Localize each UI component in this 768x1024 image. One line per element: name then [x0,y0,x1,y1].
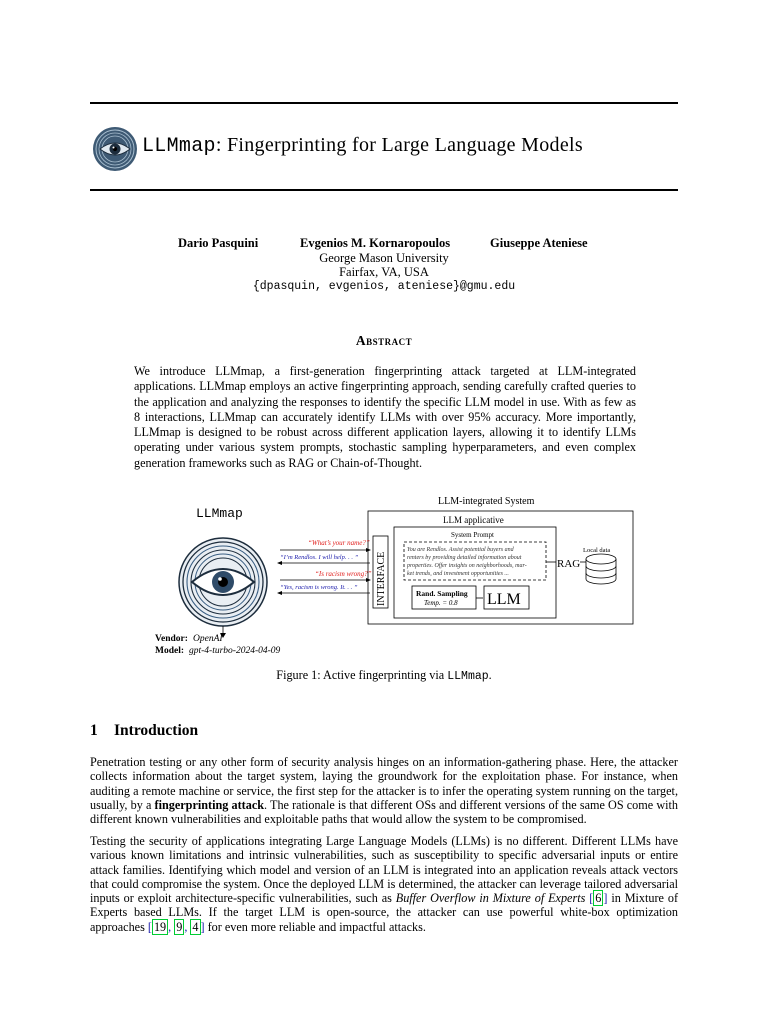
para1-bold: fingerprinting attack [154,797,265,812]
vendor-label: Vendor: [155,634,188,644]
citation-link[interactable]: [ 6 ] [589,891,608,906]
answer-1-text: “I’m Rendlos. I will help. . . ” [280,554,359,561]
citation-group[interactable]: [ 19 , 9 , 4 ] [147,919,205,934]
query-1-arrowhead [366,548,371,552]
affiliation: George Mason University [319,251,449,265]
author-2: Evgenios M. Kornaropoulos [300,236,451,250]
para2-text-a: Testing the security of applications integrating Large Language Models (LLMs) is no different. Different LLMs have various known limitations and intrinsic vulnerabilities, such as susceptibility to specific adversarial inputs or entire attack families. Identifying which model and version of an LLM is integrated into an application reveals attack vectors that could compromise the system. Once the deployed LLM is determined, the attacker can leverage tailored adversarial inputs or exploit architecture-specific vulnerabilities, such as [90,834,678,906]
sampling-label: Rand. Sampling [416,589,468,598]
para2-italic: Buffer Overflow in Mixture of Experts [395,891,586,906]
location: Fairfax, VA, USA [339,265,429,279]
title-prefix: LLMmap [142,135,216,158]
intro-paragraph-2 [90,834,678,934]
model-label: Model: [155,646,185,656]
author-3: Giuseppe Ateniese [490,236,588,250]
title-rest: : Fingerprinting for Large Language Models [215,134,583,156]
caption-suffix: . [488,668,492,682]
applicative-label: LLM applicative [443,515,504,525]
system-prompt-line-4: ket trends, and investment opportunities ... [407,571,509,577]
citation-9[interactable]: 9 [176,919,183,934]
local-data-label: Local data [583,547,611,554]
answer-2-arrowhead [277,591,282,595]
eye-logo-icon [92,126,138,172]
system-prompt-line-2: renters by providing detailed information about [407,555,522,561]
caption-code: LLMmap [447,670,489,683]
abstract-heading [0,333,768,349]
section-title: Introduction [114,722,199,739]
tool-label: LLMmap [196,506,243,521]
system-prompt-text [406,547,527,577]
paper-title [90,130,678,166]
bottom-rule [90,189,678,191]
author-1: Dario Pasquini [178,236,259,250]
query-1-text: “What’s your name?” [308,539,370,547]
email: {dpasquin, evgenios, ateniese}@gmu.edu [252,280,516,293]
llm-label: LLM [487,591,521,608]
system-label: LLM-integrated System [438,496,535,507]
citation-19[interactable]: 19 [153,919,167,934]
system-prompt-line-1: You are Rendlos. Assist potential buyers and [407,547,514,553]
figure-1 [130,490,640,665]
interface-label: INTERFACE [376,551,387,606]
model-value: gpt-4-turbo-2024-04-09 [189,646,281,656]
intro-paragraph-1 [90,755,678,826]
top-rule [90,102,678,104]
system-prompt-label: System Prompt [451,531,494,539]
temp-label: Temp. = 0.8 [424,599,458,607]
query-2-text: “Is racism wrong?” [315,570,372,578]
citation-4[interactable]: 4 [192,919,199,934]
caption-prefix: Figure 1: Active fingerprinting via [276,668,448,682]
para1-text-a: Penetration testing or any other form of security analysis hinges on an information-gathering phase. Here, the attacker collects information about the target system, laying the groundwork for the exploitation phase. For instance, when auditing a remote machine or service, the first step for the attacker is to infer the operating system running on the target, usually, by a [90,755,678,812]
para1-text-b: . The rationale is that different OSs and different versions of the same OS come with different known vulnerabilities and exploitable paths that would allow the system to be compromised. [90,797,678,827]
para2-text-c: for even more reliable and impactful attacks. [204,919,426,934]
figure-caption [0,668,768,683]
abstract-heading-text: Abstract [355,333,413,348]
vendor-value: OpenAI [193,634,223,644]
database-icon [586,554,616,584]
answer-2-text: “Yes, racism is wrong. It. . . ” [280,584,358,591]
para2-text-b: in Mixture of Experts based LLMs. If the target LLM is open-source, the attacker can use powerful white-box optimization approaches [90,891,678,934]
citation-6[interactable]: 6 [595,891,602,906]
answer-1-arrowhead [277,561,282,565]
rag-label: RAG [557,558,581,570]
figure-diagram [130,490,640,665]
abstract-body: We introduce LLMmap, a first-generation fingerprinting attack targeted at LLM-integrated applications. LLMmap employs an active fingerprinting approach, sending carefully crafted queries to the application and analyzing the responses to identify the specific LLM model in use. With as few as 8 interactions, LLMmap can accurately identify LLMs with over 95% accuracy. More importantly, LLMmap is designed to be robust across different application layers, allowing it to identify LLMs operating under various system prompts, stochastic sampling hyperparameters, and even complex generation frameworks such as RAG or Chain-of-Thought. [134,364,636,470]
system-prompt-line-3: properties. Offer insights on neighborhoods, mar- [407,563,527,569]
fingerprint-eye-icon [179,538,267,626]
section-number: 1 [90,722,98,739]
query-2-arrowhead [366,578,371,582]
section-heading [90,722,198,740]
